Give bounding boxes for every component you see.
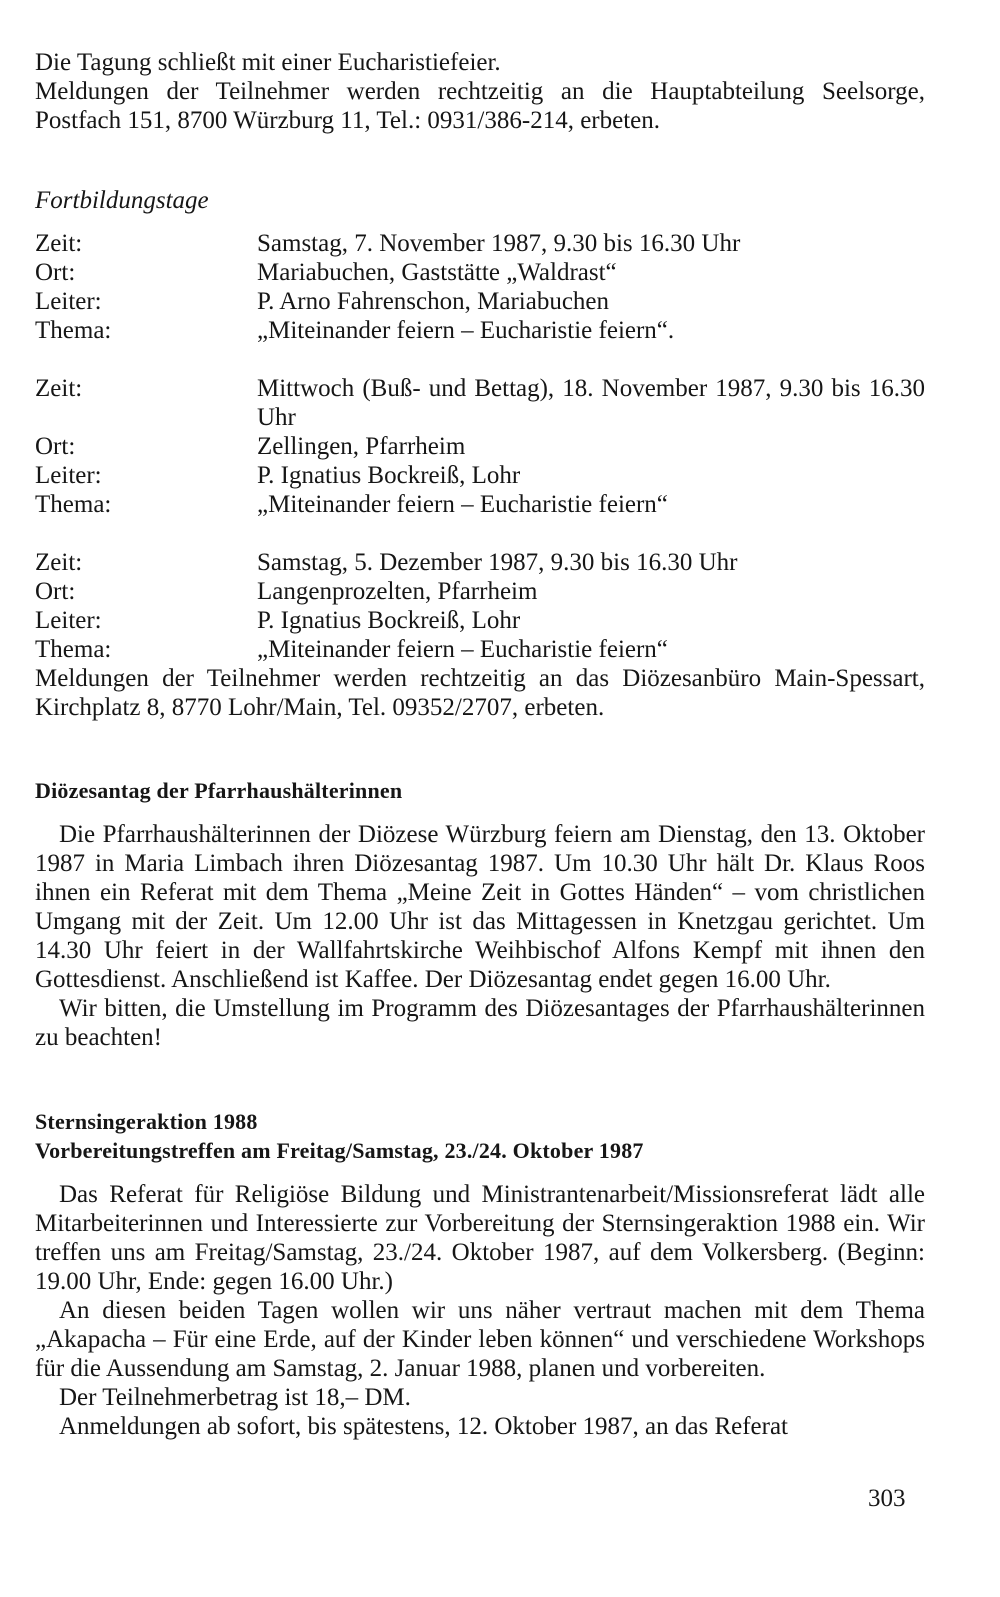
event-2: [35, 374, 925, 519]
sternsinger-paragraph-1: Das Referat für Religiöse Bildung und Ministrantenarbeit/Missionsreferat lädt alle Mitarbeiterinnen und Interessierte zur Vorbereitung der Sternsingeraktion 1988 ein. Wir treffen uns am Freitag/Samstag, 23./24. Oktober 1987, auf dem Volkersberg. (Beginn: 19.00 Uhr, Ende: gegen 16.00 Uhr.): [35, 1181, 925, 1295]
event-1-zeit: Samstag, 7. November 1987, 9.30 bis 16.30 Uhr: [257, 230, 741, 257]
event-2-zeit-label: Zeit:: [35, 375, 83, 402]
dioezesantag-paragraph-1: Die Pfarrhaushälterinnen der Diözese Würzburg feiern am Dienstag, den 13. Oktober 1987 in Maria Limbach ihren Diözesantag 1987. Um 10.30 Uhr hält Dr. Klaus Roos ihnen ein Referat mit dem Thema „Meine Zeit in Gottes Händen“ – vom christlichen Umgang mit der Zeit. Um 12.00 Uhr ist das Mittagessen in Knetzgau gerichtet. Um 14.30 Uhr feiert in der Wallfahrtskirche Weihbischof Alfons Kempf mit ihnen den Gottesdienst. Anschließend ist Kaffee. Der Diözesantag endet gegen 16.00 Uhr.: [35, 821, 925, 993]
event-1-thema-label: Thema:: [35, 317, 112, 344]
event-1-ort-label: Ort:: [35, 259, 76, 286]
event-2-thema: „Miteinander feiern – Eucharistie feiern“: [257, 491, 668, 518]
event-1-leiter-label: Leiter:: [35, 288, 102, 315]
intro-line-2: Meldungen der Teilnehmer werden rechtzeitig an die Hauptabteilung Seelsorge, Postfach 151, 8700 Würzburg 11, Tel.: 0931/386-214, erbeten.: [35, 78, 925, 134]
sternsinger-paragraph-4: Anmeldungen ab sofort, bis spätestens, 12. Oktober 1987, an das Referat: [59, 1413, 789, 1440]
event-3-zeit-label: Zeit:: [35, 549, 83, 576]
event-1-ort: Mariabuchen, Gaststätte „Waldrast“: [257, 259, 617, 286]
dioezesantag-heading: Diözesantag der Pfarrhaushälterinnen: [35, 778, 403, 803]
fortbildung-note: Meldungen der Teilnehmer werden rechtzeitig an das Diözesanbüro Main-Spessart, Kirchplatz 8, 8770 Lohr/Main, Tel. 09352/2707, erbeten.: [35, 665, 925, 721]
event-3-leiter-label: Leiter:: [35, 607, 102, 634]
event-3-leiter: P. Ignatius Bockreiß, Lohr: [257, 607, 521, 634]
event-3-ort: Langenprozelten, Pfarrheim: [257, 578, 538, 605]
page-number: 303: [868, 1485, 906, 1512]
event-2-ort-label: Ort:: [35, 433, 76, 460]
sternsinger-subheading: Vorbereitungstreffen am Freitag/Samstag, 23./24. Oktober 1987: [35, 1138, 644, 1163]
event-3-thema-label: Thema:: [35, 636, 112, 663]
sternsinger-paragraph-3: Der Teilnehmerbetrag ist 18,– DM.: [59, 1384, 411, 1411]
event-1-leiter: P. Arno Fahrenschon, Mariabuchen: [257, 288, 610, 315]
sternsinger-heading: Sternsingeraktion 1988: [35, 1109, 258, 1134]
event-2-leiter-label: Leiter:: [35, 462, 102, 489]
event-1: [35, 229, 925, 345]
event-1-thema: „Miteinander feiern – Eucharistie feiern“.: [257, 317, 675, 344]
intro-line-1: Die Tagung schließt mit einer Eucharistiefeier.: [35, 49, 501, 76]
fortbildung-title: Fortbildungstage: [35, 187, 209, 214]
event-3-ort-label: Ort:: [35, 578, 76, 605]
document-page: [35, 48, 925, 1441]
event-2-ort: Zellingen, Pfarrheim: [257, 433, 466, 460]
dioezesantag-paragraph-2: Wir bitten, die Umstellung im Programm des Diözesantages der Pfarrhaushälterinnen zu beachten!: [35, 995, 925, 1051]
event-3-zeit: Samstag, 5. Dezember 1987, 9.30 bis 16.30 Uhr: [257, 549, 738, 576]
event-2-thema-label: Thema:: [35, 491, 112, 518]
event-2-zeit: Mittwoch (Buß- und Bettag), 18. November 1987, 9.30 bis 16.30 Uhr: [257, 375, 925, 431]
event-1-zeit-label: Zeit:: [35, 230, 83, 257]
event-3: [35, 548, 925, 664]
event-2-leiter: P. Ignatius Bockreiß, Lohr: [257, 462, 521, 489]
sternsinger-paragraph-2: An diesen beiden Tagen wollen wir uns näher vertraut machen mit dem Thema „Akapacha – Für eine Erde, auf der Kinder leben können“ und verschiedene Workshops für die Aussendung am Samstag, 2. Januar 1988, planen und vorbereiten.: [35, 1297, 925, 1382]
event-3-thema: „Miteinander feiern – Eucharistie feiern“: [257, 636, 668, 663]
